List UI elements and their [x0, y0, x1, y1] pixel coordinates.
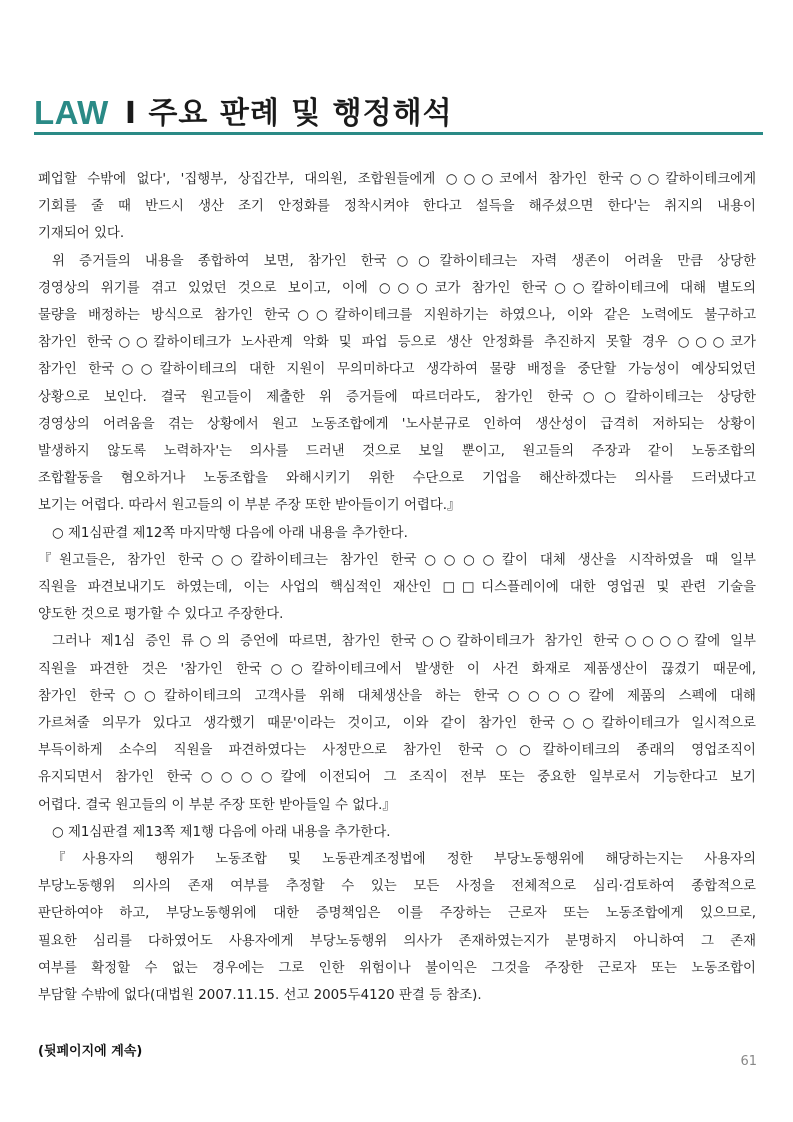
- body-line: 직원을 파견보내기도 하였는데, 이는 사업의 핵심적인 재산인 □□디스플레이에 대한 영업권 및 관련 기술을: [38, 580, 756, 596]
- body-line: 폐업할 수밖에 없다', '집행부, 상집간부, 대의원, 조합원들에게 ○○○코에서 참가인 한국○○칼하이테크에게: [38, 172, 756, 187]
- body-line: 발생하지 않도록 노력하자'는 의사를 드러낸 것으로 보일 뿐이고, 원고들의 주장과 같이 노동조합의: [38, 444, 756, 460]
- body-line: 『원고들은, 참가인 한국○○칼하이테크는 참가인 한국○○○○칼이 대체 생산을 시작하였을 때 일부: [38, 552, 756, 568]
- body-line: 기회를 줄 때 반드시 생산 조기 안정화를 정착시켜야 한다고 설득을 해주셨으면 한다'는 취지의 내용이: [38, 199, 756, 215]
- body-line: 여부를 확정할 수 없는 경우에는 그로 인한 위험이나 불이익은 그것을 주장한 근로자 또는 노동조합이: [38, 960, 756, 976]
- body-line: 가르쳐줄 의무가 있다고 생각했기 때문'이라는 것이고, 이와 같이 참가인 한국○○칼하이테크가 일시적으로: [38, 716, 756, 732]
- body-line: 그러나 제1심 증인 류○의 증언에 따르면, 참가인 한국○○칼하이테크가 참가인 한국○○○○칼에 일부: [52, 634, 756, 650]
- body-line: 필요한 심리를 다하였어도 사용자에게 부당노동행위 의사가 존재하였는지가 분명하지 아니하여 그 존재: [38, 933, 756, 949]
- body-line: 부담할 수밖에 없다(대법원 2007.11.15. 선고 2005두4120 판결 등 참조).: [38, 988, 482, 1004]
- body-line: 참가인 한국○○칼하이테크의 대한 지원이 무의미하다고 생각하여 물량 배정을 중단할 가능성이 예상되었던: [38, 362, 756, 378]
- body-line: 기재되어 있다.: [38, 226, 125, 242]
- body-line: 경영상의 위기를 겪고 있었던 것으로 보이고, 이에 ○○○코가 참가인 한국○○칼하이테크에 대해 별도의: [38, 280, 756, 296]
- section-brand: LAW: [34, 94, 109, 131]
- body-line: 부당노동행위 의사의 존재 여부를 추정할 수 있는 모든 사정을 전체적으로 심리·검토하여 종합적으로: [38, 879, 756, 895]
- body-line: 어렵다. 결국 원고들의 이 부분 주장 또한 받아들일 수 없다.』: [38, 797, 396, 813]
- body-line: ○ 제1심판결 제12쪽 마지막행 다음에 아래 내용을 추가한다.: [52, 525, 408, 541]
- header-divider: [34, 132, 763, 135]
- body-line: 물량을 배정하는 방식으로 참가인 한국○○칼하이테크를 지원하기는 하였으나, 이와 같은 노력에도 불구하고: [38, 308, 756, 324]
- body-line: 참가인 한국○○칼하이테크의 고객사를 위해 대체생산을 하는 한국○○○○칼에 제품의 스펙에 대해: [38, 688, 756, 704]
- body-line: 경영상의 어려움을 겪는 상황에서 원고 노동조합에게 '노사분규로 인하여 생산성이 급격히 저하되는 상황이: [38, 416, 756, 432]
- body-line: 위 증거들의 내용을 종합하여 보면, 참가인 한국○○칼하이테크는 자력 생존이 어려울 만큼 상당한: [52, 253, 756, 269]
- body-line: 보기는 어렵다. 따라서 원고들의 이 부분 주장 또한 받아들이기 어렵다.』: [38, 498, 461, 514]
- body-line: 직원을 파견한 것은 '참가인 한국○○칼하이테크에서 발생한 이 사건 화재로 제품생산이 끊겼기 때문에,: [38, 661, 756, 677]
- body-line: 양도한 것으로 평가할 수 있다고 주장한다.: [38, 607, 284, 623]
- body-line: 유지되면서 참가인 한국○○○○칼에 이전되어 그 조직이 전부 또는 중요한 일부로서 기능한다고 보기: [38, 770, 756, 786]
- section-header: [34, 84, 453, 132]
- body-line: 조합활동을 혐오하거나 노동조합을 와해시키기 위한 수단으로 기업을 해산하겠다는 의사를 드러냈다고: [38, 471, 756, 487]
- continue-note: (뒷페이지에 계속): [38, 1044, 143, 1059]
- body-line: 판단하여야 하고, 부당노동행위에 대한 증명책임은 이를 주장하는 근로자 또는 노동조합에게 있으므로,: [38, 906, 756, 922]
- page-number: 61: [740, 1054, 757, 1069]
- section-title: I 주요 판례 및 행정해석: [124, 96, 453, 131]
- body-line: 『사용자의 행위가 노동조합 및 노동관계조정법에 정한 부당노동행위에 해당하는지는 사용자의: [52, 852, 756, 868]
- document-body: [38, 166, 756, 1009]
- body-line: 상황으로 보인다. 결국 원고들이 제출한 위 증거들에 따르더라도, 참가인 한국○○칼하이테크는 상당한: [38, 389, 756, 405]
- body-line: 부득이하게 소수의 직원을 파견하였다는 사정만으로 참가인 한국○○칼하이테크의 종래의 영업조직이: [38, 743, 756, 759]
- body-line: 참가인 한국○○칼하이테크가 노사관계 악화 및 파업 등으로 생산 안정화를 추진하지 못할 경우 ○○○코가: [38, 335, 756, 351]
- body-line: ○ 제1심판결 제13쪽 제1행 다음에 아래 내용을 추가한다.: [52, 824, 391, 840]
